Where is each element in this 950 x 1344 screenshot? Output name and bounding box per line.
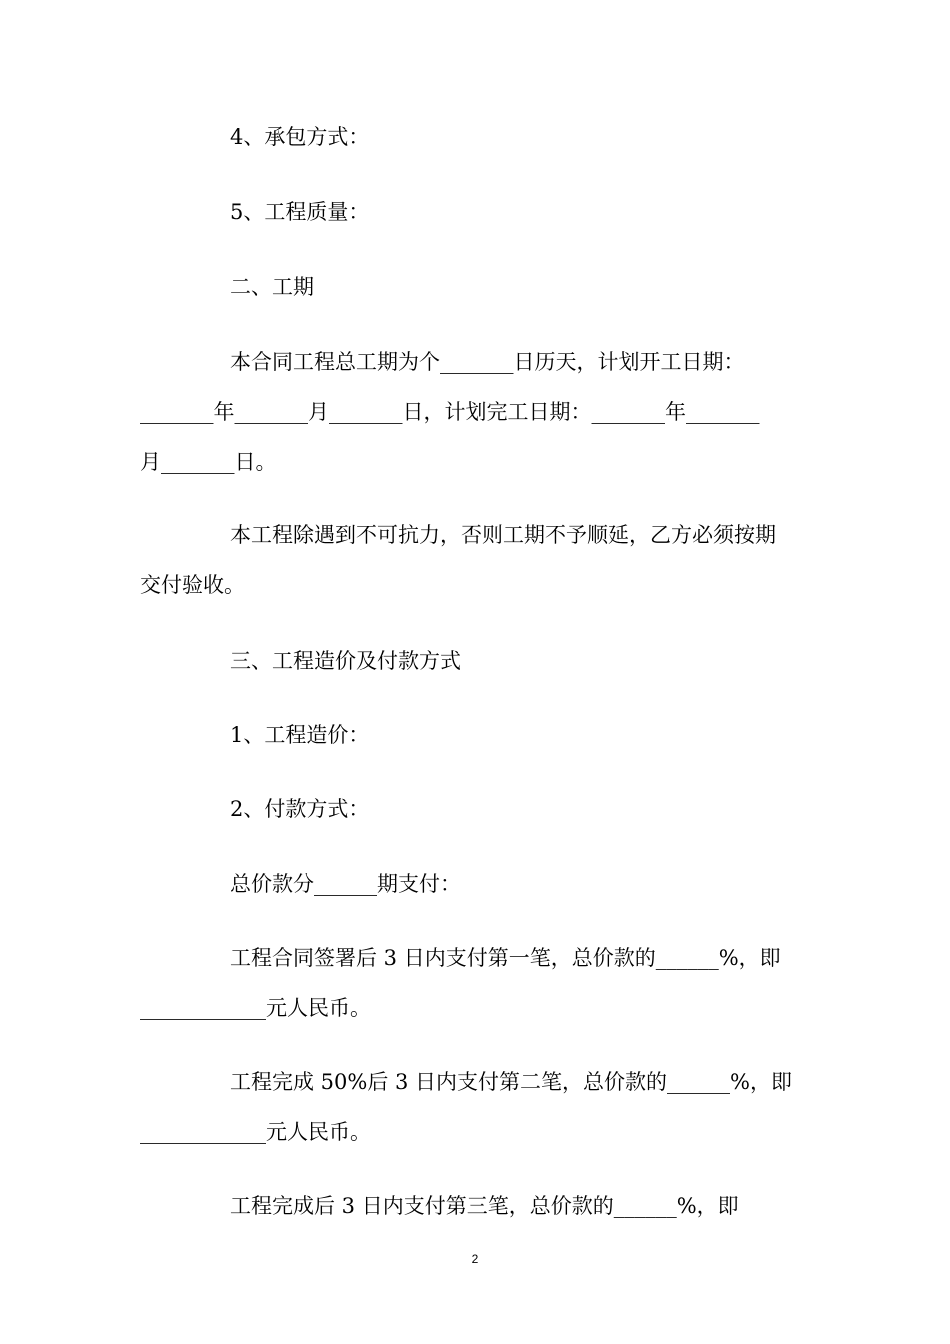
- clause-project-quality: 5、工程质量：: [230, 200, 370, 224]
- force-majeure-line-2: 交付验收。: [140, 573, 245, 597]
- clause-payment-method: 2、付款方式：: [230, 797, 370, 821]
- page-number: 2: [471, 1252, 479, 1266]
- payment-second-line-1: 工程完成 50%后 3 日内支付第二笔，总价款的______%，即: [230, 1070, 793, 1094]
- schedule-paragraph-line-1: 本合同工程总工期为个_______日历天，计划开工日期：: [230, 350, 745, 374]
- payment-first-line-1: 工程合同签署后 3 日内支付第一笔，总价款的______%，即: [230, 946, 781, 970]
- schedule-paragraph-line-3: 月_______日。: [140, 450, 277, 474]
- schedule-paragraph-line-2: _______年_______月_______日，计划完工日期：_______年_______: [140, 400, 760, 424]
- clause-project-price: 1、工程造价：: [230, 723, 370, 747]
- section-heading-schedule: 二、工期: [230, 275, 314, 299]
- payment-installments: 总价款分______期支付：: [230, 872, 461, 896]
- clause-contract-method: 4、承包方式：: [230, 125, 370, 149]
- payment-second-line-2: ____________元人民币。: [140, 1120, 371, 1144]
- force-majeure-line-1: 本工程除遇到不可抗力，否则工期不予顺延，乙方必须按期: [230, 523, 776, 547]
- payment-first-line-2: ____________元人民币。: [140, 996, 371, 1020]
- section-heading-price-payment: 三、工程造价及付款方式: [230, 649, 461, 673]
- payment-third-line-1: 工程完成后 3 日内支付第三笔，总价款的______%，即: [230, 1194, 739, 1218]
